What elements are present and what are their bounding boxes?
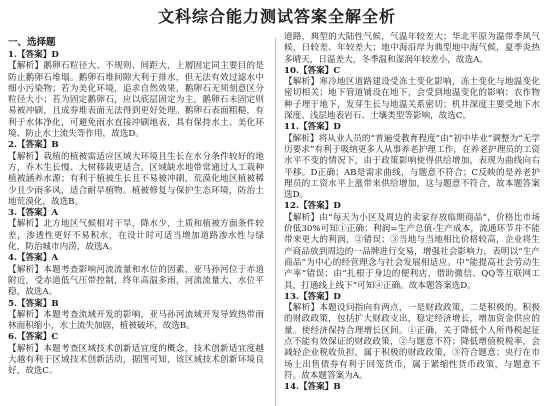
page-title: 文科综合能力测试答案全解全析 (157, 7, 396, 26)
explanation-text: 【解析】本题考查影响河流流量和水位的因素，亚马孙河位于赤道附近，受赤道低气压带控制，终年高温多雨，河流流量大，水位平稳，故选A。 (8, 264, 264, 298)
right-column (284, 32, 540, 406)
question-number: 12. (284, 201, 299, 212)
question-number: 13. (284, 291, 299, 302)
question-number: 6. (8, 332, 17, 343)
answer-label: 【答案】C (16, 332, 59, 343)
answer-label: 【答案】B (16, 140, 59, 151)
explanation-text: 【解析】栽植的植被需适应区域大环境且生长在水分条件较好的地方，乔木生长慢、大树移栽更适合。区域缺水地带常通过人工栽种植被涵养水源；有利于植被生长且不易被冲刷，荒漠化地区植被稀少且少雨多风，适合耐旱植物。植被修复与保护生态环境，防治土地荒漠化，故选B。 (8, 151, 264, 207)
question-number: 14. (284, 382, 299, 393)
explanation-text: 【解析】将从业人员的“普遍受教育程度”由“初中毕业”调整为“无学历要求”有利于吸纳更多人从事养老护理工作，在养老护理员的工资水平不变的情况下，由于政策影响使得供给增加，表现为曲线向右平移。D正确；AB是需求曲线，与题意不符合；C反映的是养老护理员的工资水平上涨带来供给增加，这与题意不符合，故本题答案选D。 (284, 133, 540, 201)
answer-label: 【答案】D (298, 122, 341, 133)
answer-label: 【答案】A (16, 253, 59, 264)
explanation-text: 【解析】寒冷地区道路建设受冻土变化影响，冻土变化与地温变化密切相关；地下管道铺设在地下，会受到地温变化的影响；农作物种子埋于地下，发芽生长与地温关系密切；机井深度主要受地下水深度、浅层地表岩石、土壤类型等影响，故选C。 (284, 77, 540, 122)
right-items (284, 66, 540, 394)
left-column (8, 36, 264, 406)
answer-item (8, 253, 264, 298)
answer-label: 【答案】C (298, 65, 341, 76)
explanation-text: 【解析】本题设问指向有两点，一是财政政策，二是积极的。积极的财政政策，包括扩大财政支出，稳定经济增长，增加资金供应的量。使经济保持合理增长区间。①正确，关于降低个人所得税起征点不能有效保证的财政政策，②与题意不符；降低增值税税率，会减轻企业税收负担，属于积极的财政政策，③符合题意；央行在市场上出售债券有利于回笼货币，属于紧缩性货币政策，与题意不符。故本题答案为A。 (284, 303, 540, 381)
question-number: 11. (284, 122, 299, 133)
question-number: 5. (8, 298, 17, 309)
answer-item (8, 299, 264, 333)
answer-item (284, 382, 540, 393)
answer-item (8, 140, 264, 208)
answer-label: 【答案】B (298, 382, 341, 393)
answer-label: 【答案】B (16, 298, 59, 309)
question-number: 3. (8, 208, 17, 219)
answer-label: 【答案】D (16, 50, 59, 60)
answer-label: 【答案】D (298, 201, 341, 212)
explanation-text: 【解析】北方地区气候相对干旱，降水少，土质和植被方面条件较差，渗透性更好不易积水，在设计时可适当增加道路渗水性与绿化，防治城市内涝，故选A。 (8, 219, 264, 253)
question-number: 10. (284, 65, 299, 76)
answer-item (284, 66, 540, 122)
answer-item (284, 201, 540, 291)
left-items (8, 50, 264, 378)
answer-item (8, 50, 264, 140)
answer-item (8, 332, 264, 377)
column-divider (275, 38, 276, 406)
section-heading: 一、选择题 (8, 37, 56, 48)
answer-label: 【答案】D (298, 291, 341, 302)
answer-item (284, 122, 540, 201)
question-number: 1. (8, 50, 17, 60)
explanation-text: 【解析】鹅卵石粒径大、不规则、间距大，上層固定同主要目的是防止鹅卵石堆塌。鹅卵石堆间隙大利于排水，但无法有效过滤水中细小污染物；若为美化环境，追求自然效果，鹅卵石无须刻意区分粒径大小；若为固定鹅卵石，应以底层固定为主，鹅卵石未固定则易被冲刷，且成券堆表面无法得到更好处理。鹅卵石表面粗糙，有利于水体净化，可避免雨水直接冲刷地表，具有保持水土、美化环境、防止水土流失等作用，故选D。 (8, 61, 264, 140)
answer-label: 【答案】A (16, 208, 59, 219)
question-number: 2. (8, 140, 17, 151)
explanation-text: 【解析】由“每天为小区及周边的卖家存放临期商品”，价格比市场价低30%可知①正确；利润=生产总值-生产成本，流通环节并不能带来更大的利润，②错误；③当地与当地相比价格较高，企业将生产商品放到周边的一品牌进行交易，增强社会影响力，表明以“生产商品”为中心的经营理念与社会发展相适应。中“能提高社会劳动生产率”错误；由“扎根于身边的便利店，借助微信、QQ等互联网工具，打通线上线下”可知④正确。故本题答案选D。 (284, 212, 540, 291)
explanation-text: 【解析】本题考查区域技术创新适宜度的概念，技术创新适宜度越大越有利于区域技术创新活动，据图可知，该区域技术创新环境良好，故选C。 (8, 343, 264, 377)
answer-item (284, 292, 540, 382)
explanation-text: 【解析】本题考查流域开发的影响，亚马孙河流域开发导致热带雨林面积缩小，水土流失加剧，植被破坏，故选B。 (8, 309, 264, 332)
right-intro: 道路，典型的大陆性气候，气温年较差大；华北平原为温带季风气候，日较差、年较差大；地中海沿岸为典型地中海气候，夏季炎热多晴天，日温差大，冬季温和湿润年较差小，故选A。 (284, 32, 540, 65)
answer-item (8, 208, 264, 253)
question-number: 4. (8, 253, 17, 264)
